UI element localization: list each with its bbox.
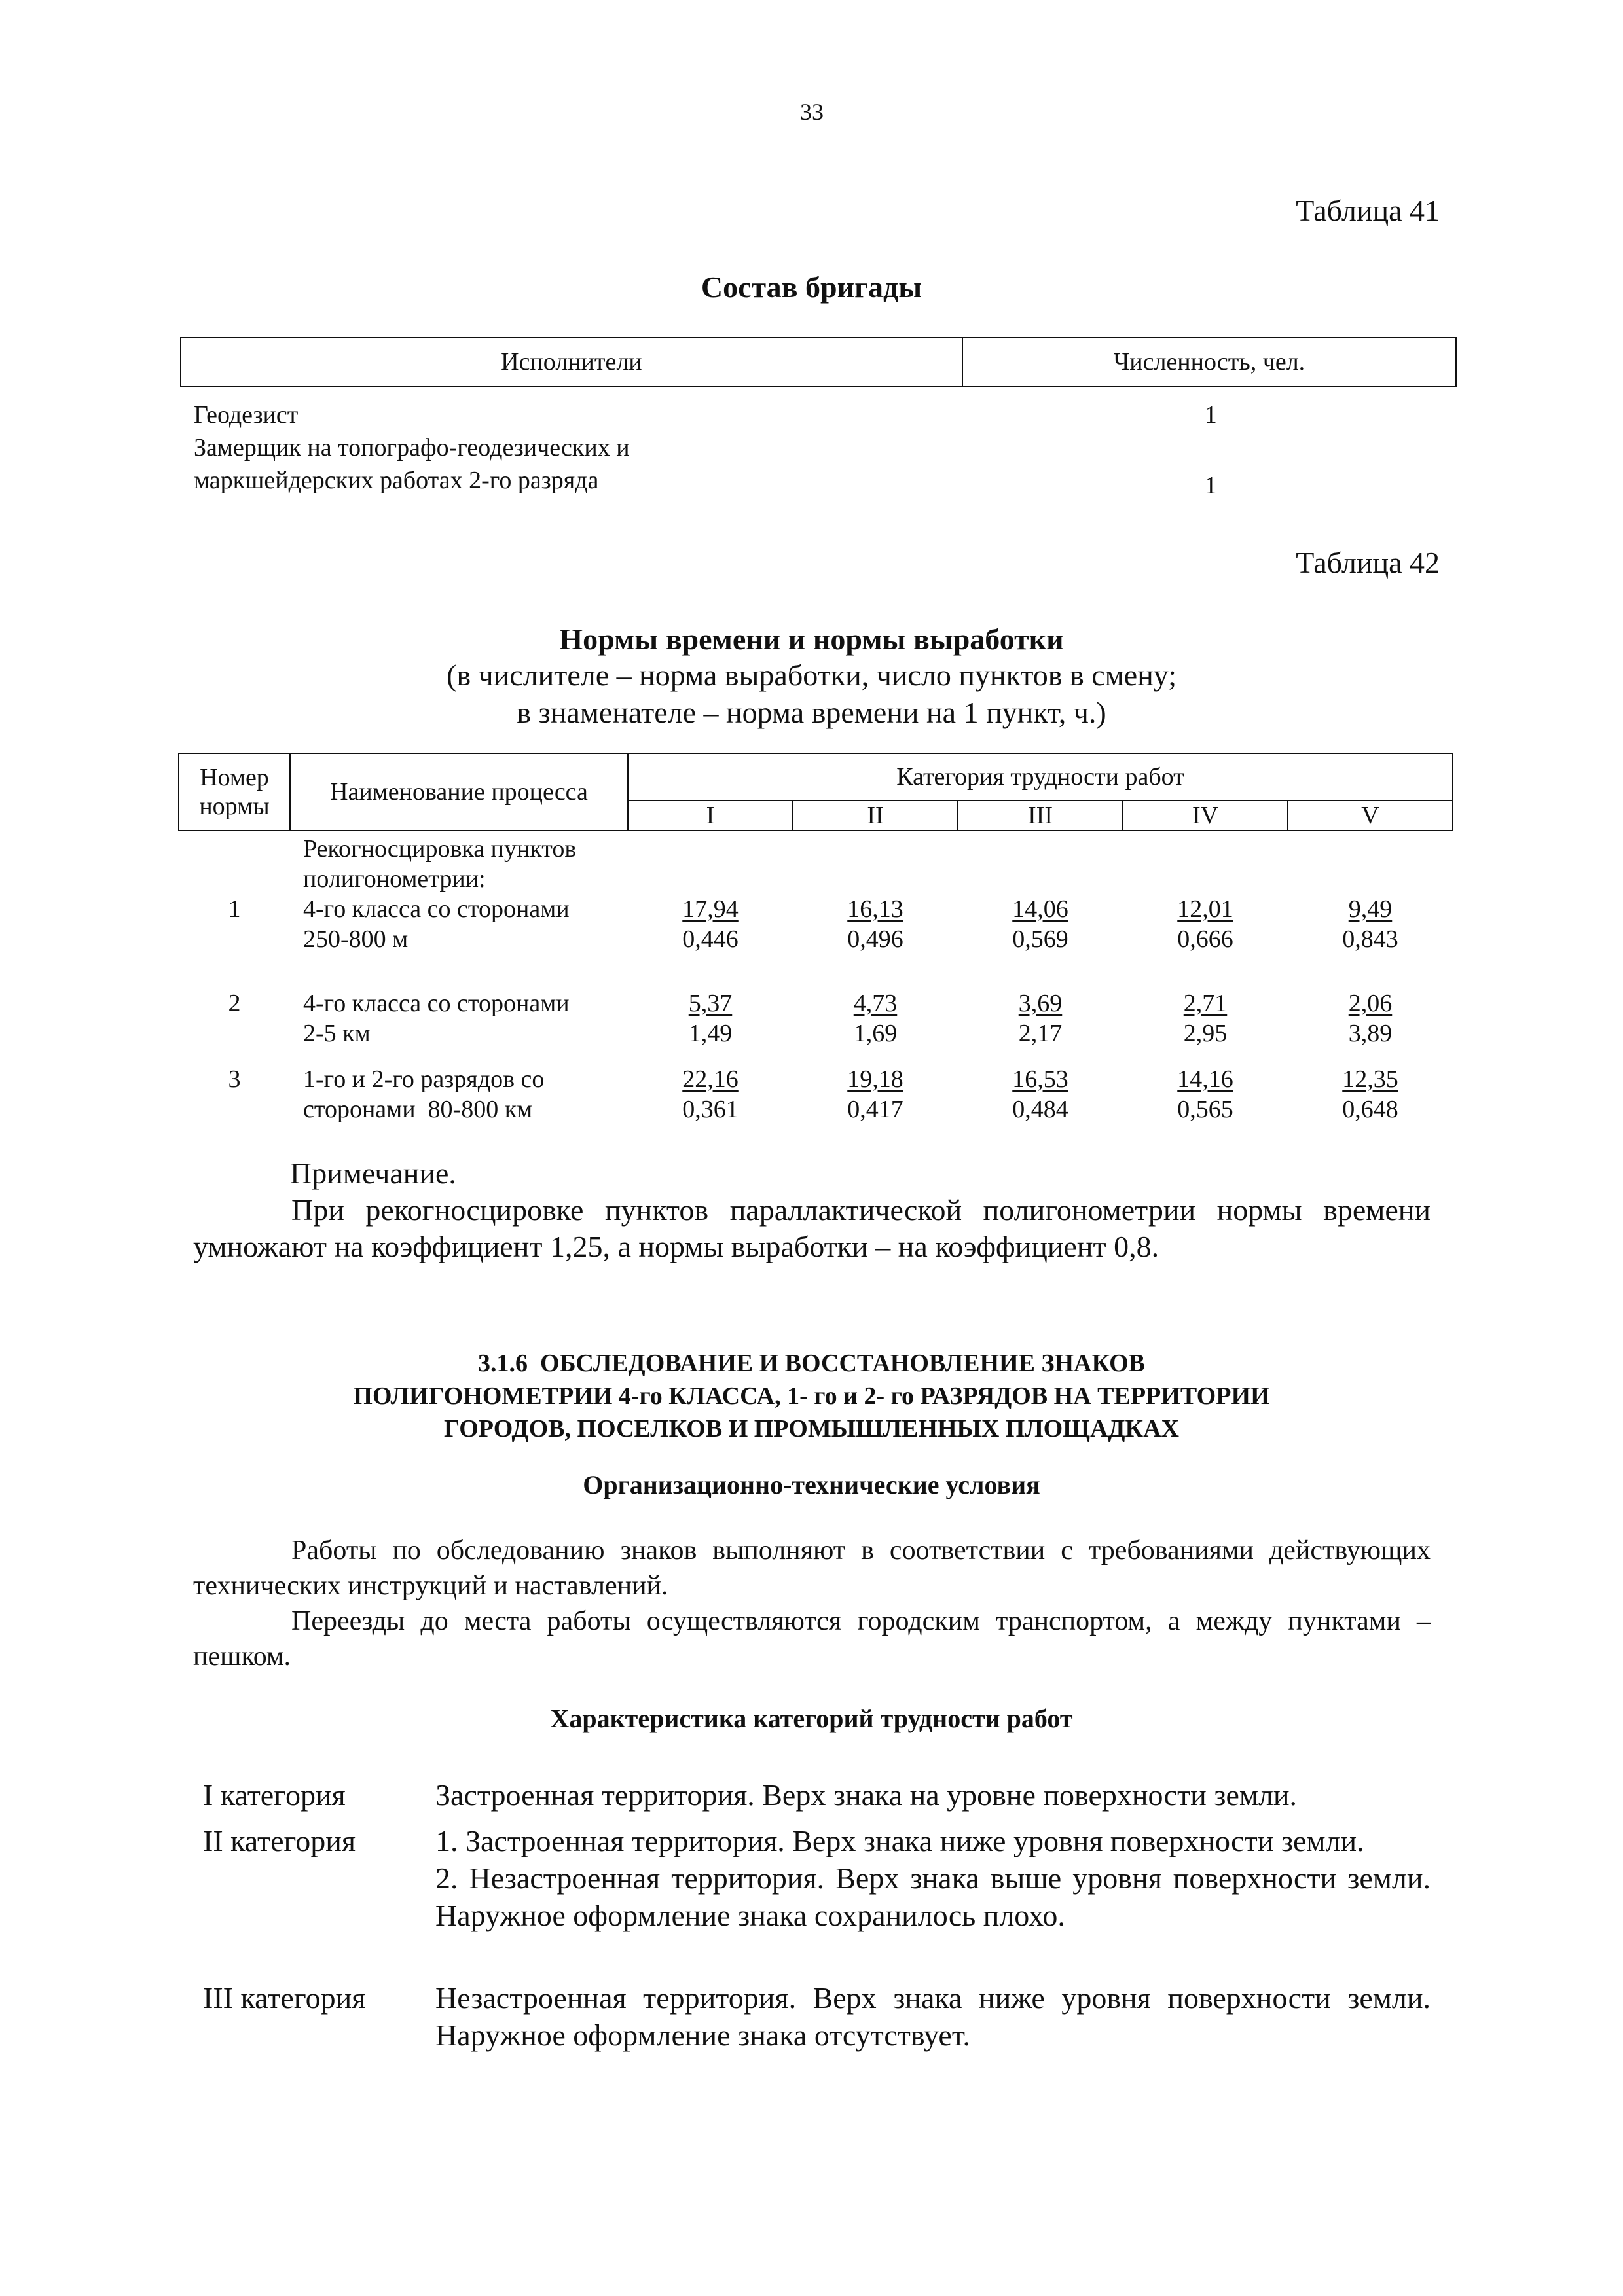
numerator: 16,13: [847, 895, 903, 923]
process-name: [290, 894, 628, 954]
numerator: 12,35: [1342, 1066, 1398, 1093]
row-spacer: [179, 1049, 1453, 1064]
header-count: Численность, чел.: [962, 338, 1456, 386]
header-norm-number: Номер нормы: [179, 753, 290, 831]
numerator: 22,16: [682, 1066, 739, 1093]
denominator: 0,417: [847, 1096, 903, 1123]
fraction: [1177, 894, 1233, 954]
table-row: [179, 988, 1453, 1049]
org-conditions: [193, 1533, 1431, 1674]
header-cat-5: V: [1288, 800, 1453, 831]
value-cell: [628, 894, 793, 954]
denominator: 2,17: [1018, 1020, 1063, 1047]
crew-name: Замерщик на топографо-геодезических и маркшейдерских работах 2-го разряда: [194, 434, 630, 494]
fraction: [1342, 894, 1398, 954]
norm-number: 2: [228, 990, 241, 1017]
fraction: [682, 894, 739, 954]
header-category: Категория трудности работ: [628, 753, 1453, 800]
table-row: [181, 431, 1456, 502]
fraction: [847, 894, 903, 954]
category-description: Застроенная территория. Верх знака на уровне поверхности земли.: [435, 1778, 1298, 1812]
value-cell: [958, 894, 1123, 954]
header-performers: Исполнители: [181, 338, 962, 386]
fraction: [854, 988, 898, 1049]
table-row: [179, 1064, 1453, 1124]
category-description-1: 1. Застроенная территория. Верх знака ниже уровня поверхности земли.: [435, 1824, 1364, 1857]
denominator: 0,484: [1012, 1096, 1068, 1123]
process-name-line1: 4-го класса со сторонами: [303, 990, 570, 1017]
value-cell: [1288, 1064, 1453, 1124]
value-cell: [628, 1064, 793, 1124]
fraction: [1019, 988, 1063, 1049]
process-name-line2: 250-800 м: [303, 925, 409, 953]
row-spacer: [179, 954, 1453, 988]
denominator: 3,89: [1348, 1020, 1393, 1047]
denominator: 0,565: [1177, 1096, 1233, 1123]
numerator: 4,73: [853, 990, 898, 1017]
category-description: Незастроенная территория. Верх знака ниже уровня поверхности земли. Наружное оформление знака отсутствует.: [435, 1981, 1431, 2052]
note-title: Примечание.: [290, 1157, 456, 1190]
numerator: 2,71: [1183, 990, 1228, 1017]
numerator: 2,06: [1348, 990, 1393, 1017]
section-heading: [0, 1347, 1623, 1445]
norm-number: 3: [228, 1066, 241, 1093]
denominator: 0,446: [682, 925, 739, 953]
crew-count: 1: [1204, 472, 1217, 499]
section-heading-line2: ПОЛИГОНОМЕТРИИ 4-го КЛАССА, 1- го и 2- го РАЗРЯДОВ НА ТЕРРИТОРИИ: [353, 1382, 1270, 1410]
process-name-line1: 1-го и 2-го разрядов со: [303, 1066, 545, 1093]
note: [193, 1155, 1431, 1265]
value-cell: [1123, 1064, 1288, 1124]
numerator: 3,69: [1018, 990, 1063, 1017]
denominator: 0,496: [847, 925, 903, 953]
category-description: [435, 1822, 1431, 1934]
header-process-name: Наименование процесса: [290, 753, 628, 831]
numerator: 9,49: [1348, 895, 1393, 923]
section-heading-line3: ГОРОДОВ, ПОСЕЛКОВ И ПРОМЫШЛЕННЫХ ПЛОЩАДКАХ: [444, 1415, 1179, 1443]
table-42-title: Нормы времени и нормы выработки: [559, 622, 1064, 656]
numerator: 5,37: [688, 990, 733, 1017]
denominator: 1,49: [688, 1020, 733, 1047]
numerator: 19,18: [847, 1066, 903, 1093]
value-cell: [628, 988, 793, 1049]
page-number: 33: [800, 99, 824, 125]
crew-table-header: [181, 338, 1456, 386]
value-cell: [793, 894, 958, 954]
table-41-label: Таблица 41: [1296, 194, 1440, 227]
norms-table-header: [179, 753, 1453, 800]
category-name: III категория: [203, 1981, 366, 2015]
header-cat-3: III: [958, 800, 1123, 831]
value-cell: [1123, 894, 1288, 954]
section-heading-line1: 3.1.6 ОБСЛЕДОВАНИЕ И ВОССТАНОВЛЕНИЕ ЗНАКОВ: [477, 1350, 1146, 1377]
table-42-subtitle-2: в знаменателе – норма времени на 1 пункт, ч.): [517, 696, 1106, 729]
denominator: 2,95: [1183, 1020, 1228, 1047]
fraction: [1184, 988, 1228, 1049]
denominator: 0,569: [1012, 925, 1068, 953]
value-cell: [958, 1064, 1123, 1124]
note-text: При рекогносцировке пунктов параллактической полигонометрии нормы времени умножают на коэффициент 1,25, а нормы выработки – на коэффициент 0,8.: [193, 1193, 1431, 1263]
org-paragraph-2: Переезды до места работы осуществляются городским транспортом, а между пунктами – пешком.: [193, 1606, 1431, 1672]
fraction: [682, 1064, 739, 1124]
denominator: 0,361: [682, 1096, 739, 1123]
table-42-subtitle-1: (в числителе – норма выработки, число пунктов в смену;: [447, 658, 1176, 692]
header-cat-1: I: [628, 800, 793, 831]
denominator: 0,843: [1342, 925, 1398, 953]
table-row: [181, 386, 1456, 431]
group-title: Рекогносцировка пунктов полигонометрии:: [303, 835, 577, 893]
denominator: 1,69: [853, 1020, 898, 1047]
fraction: [689, 988, 733, 1049]
process-name: [290, 988, 628, 1049]
fraction: [1012, 894, 1068, 954]
fraction: [847, 1064, 903, 1124]
norm-number: 1: [228, 895, 241, 923]
table-row: [179, 894, 1453, 954]
numerator: 14,16: [1177, 1066, 1233, 1093]
process-name-line1: 4-го класса со сторонами: [303, 895, 570, 923]
header-cat-2: II: [793, 800, 958, 831]
numerator: 17,94: [682, 895, 739, 923]
process-name: [290, 1064, 628, 1124]
value-cell: [958, 988, 1123, 1049]
value-cell: [1123, 988, 1288, 1049]
process-name-line2: 2-5 км: [303, 1020, 371, 1047]
value-cell: [793, 988, 958, 1049]
fraction: [1012, 1064, 1068, 1124]
value-cell: [793, 1064, 958, 1124]
category-description-2: 2. Незастроенная территория. Верх знака выше уровня поверхности земли. Наружное оформление знака сохранилось плохо.: [435, 1861, 1431, 1932]
numerator: 12,01: [1177, 895, 1233, 923]
process-name-line2: сторонами 80-800 км: [303, 1096, 533, 1123]
fraction: [1349, 988, 1393, 1049]
group-title-row: [179, 831, 1453, 894]
value-cell: [1288, 894, 1453, 954]
categories-title: Характеристика категорий трудности работ: [550, 1704, 1073, 1733]
fraction: [1177, 1064, 1233, 1124]
numerator: 16,53: [1012, 1066, 1068, 1093]
norms-table: [178, 753, 1453, 1124]
table-42-label: Таблица 42: [1296, 546, 1440, 579]
category-name: II категория: [203, 1824, 356, 1857]
fraction: [1342, 1064, 1398, 1124]
table-41-title: Состав бригады: [701, 270, 922, 304]
org-paragraph-1: Работы по обследованию знаков выполняют в соответствии с требованиями действующих технических инструкций и наставлений.: [193, 1535, 1431, 1601]
crew-count: 1: [1204, 401, 1217, 429]
category-name: I категория: [203, 1778, 346, 1812]
header-cat-4: IV: [1123, 800, 1288, 831]
crew-table: [180, 337, 1457, 502]
denominator: 0,648: [1342, 1096, 1398, 1123]
denominator: 0,666: [1177, 925, 1233, 953]
crew-name: Геодезист: [194, 401, 299, 429]
value-cell: [1288, 988, 1453, 1049]
org-conditions-title: Организационно-технические условия: [583, 1470, 1040, 1499]
numerator: 14,06: [1012, 895, 1068, 923]
